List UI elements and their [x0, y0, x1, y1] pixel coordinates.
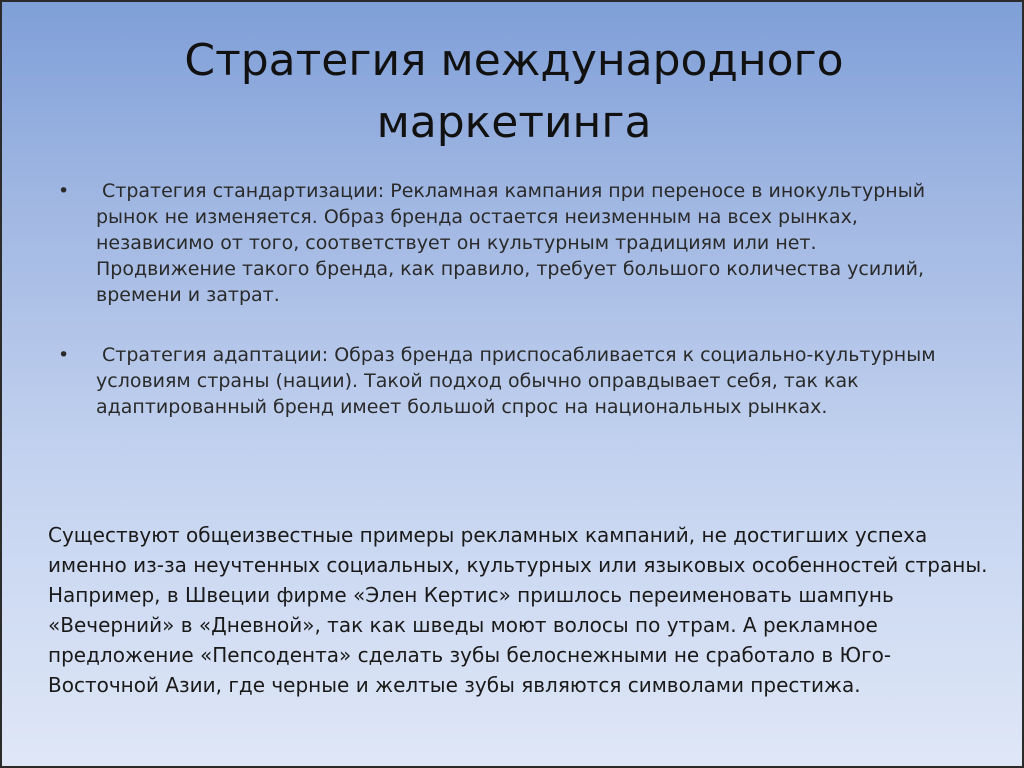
examples-paragraph: Существуют общеизвестные примеры рекламных кампаний, не достигших успеха именно из-за неучтенных социальных, культурных или языковых особенностей страны. Например, в Швеции фирме «Элен Кертис» пришлось переименовать шампунь «Вечерний» в «Дневной», так как шведы моют волосы по утрам. А рекламное предложение «Пепсодента» сделать зубы белоснежными не сработало в Юго-Восточной Азии, где черные и желтые зубы являются символами престижа.	[48, 523, 988, 697]
bullet-text: Стратегия стандартизации: Рекламная кампания при переносе в инокультурный рынок не изменяется. Образ бренда остается неизменным на всех рынках, независимо от того, соответствует он культурным традициям или нет. Продвижение такого бренда, как правило, требует большого количества усилий, времени и затрат.	[96, 180, 926, 306]
bullet-list	[58, 178, 958, 454]
bullet-marker: •	[58, 180, 70, 202]
bullet-text: Стратегия адаптации: Образ бренда приспосабливается к социально-культурным условиям страны (нации). Такой подход обычно оправдывает себя, так как адаптированный бренд имеет большой спрос на национальных рынках.	[96, 344, 936, 418]
slide-title: Стратегия международного маркетинга	[184, 35, 844, 148]
bullet-item-adaptation	[58, 342, 958, 420]
bullet-item-standardization	[58, 178, 958, 308]
bullet-marker: •	[58, 344, 70, 366]
